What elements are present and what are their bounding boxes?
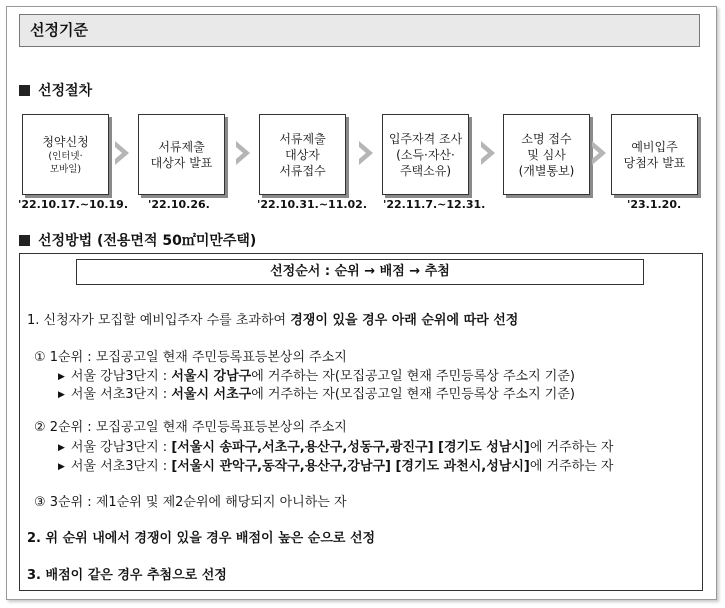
step-3-box [259,114,346,195]
step-1-box [22,114,109,195]
rank-1-item-2 [58,383,575,402]
rank-1-label: ① 1순위 : 모집공고일 현재 주민등록표등본상의 주소지 [34,350,347,365]
step-4-line-3: 주택소유) [399,163,452,178]
step-5-line-3: (개별통보) [518,163,575,178]
item-suffix: 에 거주하는 자 [529,440,614,455]
step-4-box [382,114,469,195]
step-6-date: '23.1.20. [627,198,682,211]
item-prefix: 서울 강남3단지 : [70,440,172,455]
step-3-line-3: 서류접수 [279,163,326,178]
triangle-bullet-icon: ▶ [58,462,65,472]
step-4-date: '22.11.7.~12.31. [383,198,486,211]
procedure-heading-text: 선정절차 [38,83,93,99]
procedure-heading [19,80,92,100]
step-2-date: '22.10.26. [148,198,210,211]
item-prefix: 서울 서초3단지 : [70,459,172,474]
step-2-line-2: 대상자 발표 [150,155,213,170]
rule-1-bold: 경쟁이 있을 경우 아래 순위에 따라 선정 [290,313,519,328]
chevron-right-icon [590,141,608,165]
item-region: [서울시 관악구,동작구,용산구,강남구] [경기도 과천시,성남시] [171,459,530,474]
rank-2-item-2 [58,455,613,474]
page-title: 선정기준 [19,14,700,47]
step-3-line-2: 대상자 [285,147,320,162]
step-3-line-1: 서류제출 [279,131,326,146]
method-heading [19,230,256,250]
chevron-right-icon [234,141,252,165]
rank-1-item-1 [58,365,575,384]
step-5-line-2: 및 심사 [527,147,566,162]
rule-3: 3. 배점이 같은 경우 추첨으로 선정 [27,568,227,583]
rule-1-text: 1. 신청자가 모집할 예비입주자 수를 초과하여 [27,313,291,328]
bullet-square-icon [19,235,30,246]
step-2-line-1: 서류제출 [158,139,205,154]
item-suffix: 에 거주하는 자(모집공고일 현재 주민등록상 주소지 기준) [251,369,575,384]
triangle-bullet-icon: ▶ [58,372,65,382]
step-1-sub-1: (인터넷· [48,150,83,162]
rank-3-label: ③ 3순위 : 제1순위 및 제2순위에 해당되지 아니하는 자 [34,495,347,510]
step-4-line-1: 입주자격 조사 [388,131,463,146]
item-prefix: 서울 서초3단지 : [70,387,172,402]
step-1-main: 청약신청 [42,134,89,149]
rule-2: 2. 위 순위 내에서 경쟁이 있을 경우 배점이 높은 순으로 선정 [27,531,376,546]
bullet-square-icon [19,85,30,96]
selection-order: 선정순서 : 순위 → 배점 → 추첨 [76,259,644,285]
rule-1 [27,309,518,328]
step-3-date: '22.10.31.~11.02. [257,198,368,211]
step-6-box [611,114,698,195]
chevron-right-icon [357,141,375,165]
step-5-box [503,114,590,195]
step-5-line-1: 소명 접수 [521,131,572,146]
item-suffix: 에 거주하는 자 [529,459,614,474]
step-6-line-2: 당첨자 발표 [623,155,686,170]
rank-2-item-1 [58,436,613,455]
method-heading-text: 선정방법 (전용면적 50㎡미만주택) [38,233,257,249]
item-prefix: 서울 강남3단지 : [70,369,172,384]
step-1-date: '22.10.17.~10.19. [18,198,129,211]
item-region: 서울시 서초구 [171,387,252,402]
step-6-line-1: 예비입주 [631,139,678,154]
item-region: 서울시 강남구 [171,369,252,384]
rank-2-label: ② 2순위 : 모집공고일 현재 주민등록표등본상의 주소지 [34,420,347,435]
step-4-line-2: (소득·자산· [396,147,455,162]
chevron-right-icon [479,141,497,165]
triangle-bullet-icon: ▶ [58,390,65,400]
item-region: [서울시 송파구,서초구,용산구,성동구,광진구] [경기도 성남시] [171,440,530,455]
step-2-box [138,114,225,195]
step-1-sub-2: 모바일) [49,163,82,175]
item-suffix: 에 거주하는 자(모집공고일 현재 주민등록상 주소지 기준) [251,387,575,402]
chevron-right-icon [113,141,131,165]
triangle-bullet-icon: ▶ [58,443,65,453]
